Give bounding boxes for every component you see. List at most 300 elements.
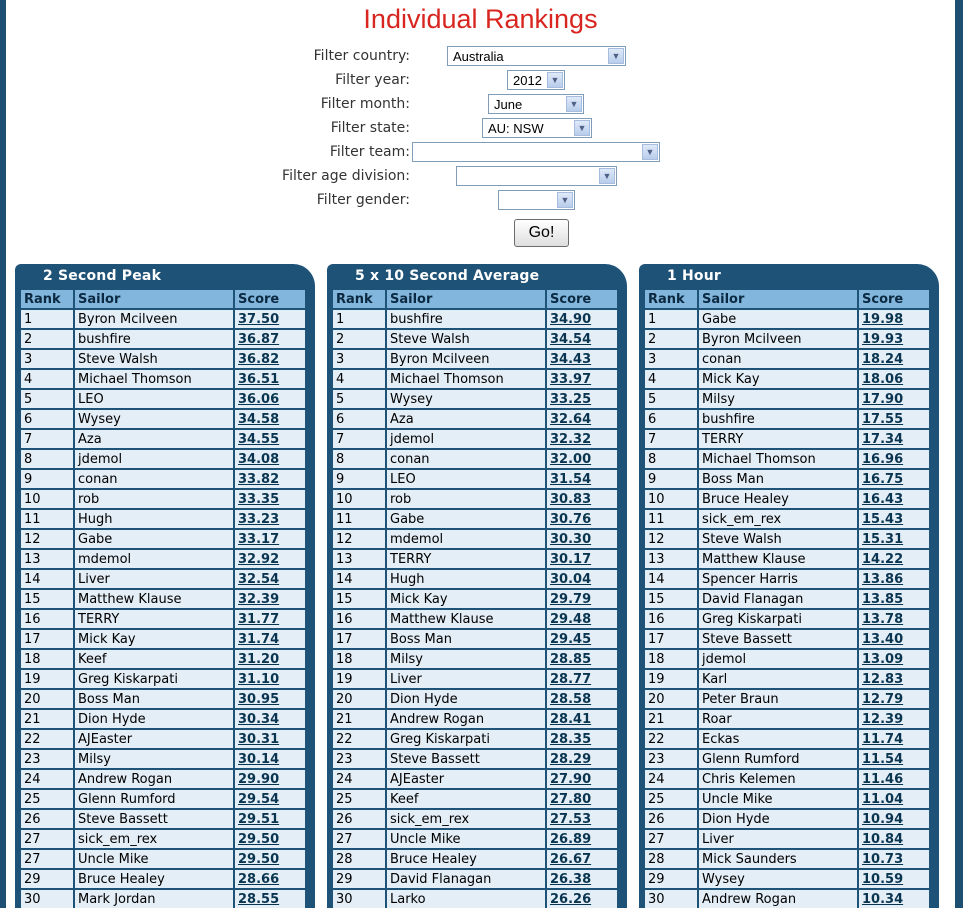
score-cell [235,610,305,628]
rank-cell: 19 [645,670,697,688]
go-button[interactable]: Go! [514,219,569,247]
score-link[interactable]: 33.23 [238,511,280,527]
chevron-down-icon[interactable]: ▼ [557,192,573,208]
score-link[interactable]: 31.54 [550,471,592,487]
score-cell [859,870,929,888]
score-link[interactable]: 10.73 [862,851,904,867]
score-link[interactable]: 36.82 [238,351,280,367]
sailor-cell: Wysey [75,410,233,428]
score-link[interactable]: 32.92 [238,551,280,567]
filter-gender-select[interactable] [498,190,575,210]
panel-title: 5 x 10 Second Average [355,268,540,284]
table-row [21,370,305,388]
sailor-cell: Hugh [75,510,233,528]
score-link[interactable]: 29.54 [238,791,280,807]
score-link[interactable]: 27.80 [550,791,592,807]
rank-cell: 30 [645,890,697,908]
score-link[interactable]: 13.86 [862,571,904,587]
score-cell [547,710,617,728]
sailor-cell: Mick Kay [699,370,857,388]
score-link[interactable]: 28.85 [550,651,592,667]
score-cell [547,650,617,668]
score-link[interactable]: 27.90 [550,771,592,787]
score-link[interactable]: 13.85 [862,591,904,607]
score-link[interactable]: 30.83 [550,491,592,507]
rank-cell: 30 [21,890,73,908]
score-link[interactable]: 17.34 [862,431,904,447]
rank-header: Rank [333,290,385,308]
table-row [645,330,929,348]
table-row [333,630,617,648]
rank-cell: 27 [21,850,73,868]
table-row [21,690,305,708]
score-link[interactable]: 26.89 [550,831,592,847]
sailor-cell: Larko [387,890,545,908]
chevron-down-icon[interactable]: ▼ [642,144,658,160]
sailor-cell: Spencer Harris [699,570,857,588]
rank-cell: 28 [333,850,385,868]
rank-cell: 1 [21,310,73,328]
table-row [333,650,617,668]
rank-cell: 24 [333,770,385,788]
table-row [645,670,929,688]
score-link[interactable]: 10.94 [862,811,904,827]
sailor-cell: rob [75,490,233,508]
score-link[interactable]: 19.93 [862,331,904,347]
score-link[interactable]: 16.75 [862,471,904,487]
sailor-cell: Steve Walsh [699,530,857,548]
score-link[interactable]: 30.14 [238,751,280,767]
sailor-cell: Gabe [75,530,233,548]
sailor-cell: Milsy [75,750,233,768]
table-row [333,370,617,388]
score-link[interactable]: 30.17 [550,551,592,567]
score-link[interactable]: 33.17 [238,531,280,547]
score-link[interactable]: 32.32 [550,431,592,447]
table-row [333,690,617,708]
score-link[interactable]: 13.09 [862,651,904,667]
score-link[interactable]: 10.34 [862,891,904,907]
score-cell [859,830,929,848]
score-cell [235,430,305,448]
score-link[interactable]: 19.98 [862,311,904,327]
table-row [21,830,305,848]
rank-cell: 20 [333,690,385,708]
rank-cell: 19 [21,670,73,688]
table-row [645,590,929,608]
table-row [21,870,305,888]
score-link[interactable]: 17.55 [862,411,904,427]
filter-age-division-label: Filter age division: [282,168,410,184]
filter-age-division-select[interactable] [456,166,617,186]
rank-cell: 2 [645,330,697,348]
score-link[interactable]: 14.22 [862,551,904,567]
table-row [645,610,929,628]
sailor-cell: Andrew Rogan [699,890,857,908]
rank-cell: 3 [333,350,385,368]
sailor-cell: Dion Hyde [387,690,545,708]
sailor-cell: conan [699,350,857,368]
score-link[interactable]: 30.34 [238,711,280,727]
sailor-cell: TERRY [387,550,545,568]
score-link[interactable]: 30.04 [550,571,592,587]
score-header: Score [235,290,305,308]
rank-cell: 2 [21,330,73,348]
sailor-header: Sailor [699,290,857,308]
rank-cell: 1 [645,310,697,328]
sailor-cell: Greg Kiskarpati [699,610,857,628]
score-cell [859,370,929,388]
score-cell [235,870,305,888]
filter-year-label: Filter year: [335,72,410,88]
rank-cell: 24 [21,770,73,788]
sailor-cell: conan [387,450,545,468]
table-row [333,610,617,628]
sailor-cell: Milsy [387,650,545,668]
score-link[interactable]: 29.50 [238,851,280,867]
score-cell [235,410,305,428]
chevron-down-icon[interactable]: ▼ [547,72,563,88]
table-row [21,630,305,648]
score-link[interactable]: 10.84 [862,831,904,847]
score-link[interactable]: 31.77 [238,611,280,627]
score-cell [235,750,305,768]
sailor-cell: Hugh [387,570,545,588]
sailor-cell: Matthew Klause [75,590,233,608]
score-cell [859,490,929,508]
rank-cell: 30 [333,890,385,908]
score-link[interactable]: 28.55 [238,891,280,907]
chevron-down-icon[interactable]: ▼ [608,48,624,64]
score-cell [235,890,305,908]
score-cell [547,770,617,788]
sailor-cell: Byron Mcilveen [387,350,545,368]
score-cell [547,370,617,388]
score-cell [235,590,305,608]
filter-country-select[interactable] [447,46,626,66]
score-link[interactable]: 33.35 [238,491,280,507]
rank-cell: 29 [645,870,697,888]
sailor-cell: Bruce Healey [699,490,857,508]
score-link[interactable]: 16.96 [862,451,904,467]
rank-cell: 12 [645,530,697,548]
chevron-down-icon[interactable]: ▼ [574,120,590,136]
score-link[interactable]: 34.90 [550,311,592,327]
score-link[interactable]: 34.55 [238,431,280,447]
score-link[interactable]: 18.24 [862,351,904,367]
table-row [645,350,929,368]
chevron-down-icon[interactable]: ▼ [566,96,582,112]
score-link[interactable]: 18.06 [862,371,904,387]
table-row [645,630,929,648]
table-row [21,310,305,328]
rankings-table [19,288,307,908]
rank-cell: 11 [333,510,385,528]
score-link[interactable]: 36.87 [238,331,280,347]
page-content [6,0,955,908]
score-cell [859,570,929,588]
table-1-hour [639,264,939,908]
score-cell [859,610,929,628]
score-link[interactable]: 33.97 [550,371,592,387]
rank-cell: 13 [21,550,73,568]
score-link[interactable]: 15.43 [862,511,904,527]
sailor-cell: Steve Bassett [75,810,233,828]
sailor-cell: conan [75,470,233,488]
filter-state-value: AU: NSW [488,121,544,136]
table-row [333,470,617,488]
table-row [645,870,929,888]
filter-team-select[interactable] [412,142,660,162]
score-link[interactable]: 37.50 [238,311,280,327]
table-row [645,390,929,408]
rank-cell: 29 [21,870,73,888]
score-link[interactable]: 36.06 [238,391,280,407]
rank-cell: 16 [21,610,73,628]
table-row [333,890,617,908]
filter-month-select[interactable] [488,94,584,114]
sailor-cell: Mick Saunders [699,850,857,868]
score-link[interactable]: 29.45 [550,631,592,647]
sailor-cell: bushfire [387,310,545,328]
score-link[interactable]: 34.08 [238,451,280,467]
score-cell [859,730,929,748]
score-link[interactable]: 16.43 [862,491,904,507]
score-link[interactable]: 31.10 [238,671,280,687]
score-cell [235,530,305,548]
score-link[interactable]: 33.25 [550,391,592,407]
table-row [645,410,929,428]
score-link[interactable]: 32.54 [238,571,280,587]
sailor-cell: Michael Thomson [387,370,545,388]
table-row [645,830,929,848]
rank-cell: 6 [333,410,385,428]
score-link[interactable]: 11.04 [862,791,904,807]
score-link[interactable]: 30.76 [550,511,592,527]
table-row [645,650,929,668]
table-row [333,570,617,588]
sailor-cell: Gabe [699,310,857,328]
filter-state-label: Filter state: [330,120,410,136]
score-link[interactable]: 29.48 [550,611,592,627]
score-link[interactable]: 26.26 [550,891,592,907]
filter-state-select[interactable] [482,118,592,138]
table-row [21,770,305,788]
sailor-cell: Mick Kay [75,630,233,648]
score-cell [859,350,929,368]
chevron-down-icon[interactable]: ▼ [599,168,615,184]
sailor-cell: Milsy [699,390,857,408]
score-link[interactable]: 32.39 [238,591,280,607]
table-row [333,850,617,868]
sailor-cell: bushfire [75,330,233,348]
rank-cell: 3 [21,350,73,368]
score-link[interactable]: 28.35 [550,731,592,747]
score-link[interactable]: 32.64 [550,411,592,427]
score-cell [235,710,305,728]
table-row [21,730,305,748]
rank-cell: 18 [333,650,385,668]
rank-cell: 7 [333,430,385,448]
rank-cell: 9 [333,470,385,488]
score-cell [235,670,305,688]
rank-cell: 24 [645,770,697,788]
score-link[interactable]: 31.74 [238,631,280,647]
score-link[interactable]: 29.90 [238,771,280,787]
score-link[interactable]: 17.90 [862,391,904,407]
score-cell [235,570,305,588]
score-cell [547,330,617,348]
table-row [21,790,305,808]
score-cell [235,830,305,848]
filter-month-row [6,94,955,118]
score-cell [235,770,305,788]
rank-cell: 20 [21,690,73,708]
sailor-cell: Andrew Rogan [75,770,233,788]
score-cell [859,650,929,668]
table-row [21,450,305,468]
rank-cell: 25 [645,790,697,808]
sailor-cell: Gabe [387,510,545,528]
table-row [645,690,929,708]
score-link[interactable]: 34.43 [550,351,592,367]
score-link[interactable]: 29.50 [238,831,280,847]
table-row [645,370,929,388]
rank-cell: 13 [333,550,385,568]
table-header-row [645,290,929,308]
table-row [333,750,617,768]
score-cell [547,450,617,468]
sailor-cell: LEO [387,470,545,488]
rank-cell: 1 [333,310,385,328]
score-link[interactable]: 28.41 [550,711,592,727]
sailor-cell: Steve Walsh [387,330,545,348]
rank-cell: 25 [21,790,73,808]
table-row [21,850,305,868]
score-cell [547,470,617,488]
score-link[interactable]: 28.58 [550,691,592,707]
score-link[interactable]: 13.40 [862,631,904,647]
score-cell [859,770,929,788]
table-row [21,650,305,668]
score-link[interactable]: 10.59 [862,871,904,887]
table-row [645,490,929,508]
score-cell [547,350,617,368]
table-5x10-second-average [327,264,627,908]
score-link[interactable]: 28.77 [550,671,592,687]
score-link[interactable]: 30.95 [238,691,280,707]
sailor-cell: AJEaster [387,770,545,788]
rank-cell: 15 [645,590,697,608]
sailor-cell: Liver [699,830,857,848]
table-row [21,750,305,768]
filter-gender-label: Filter gender: [316,192,410,208]
score-cell [859,690,929,708]
score-link[interactable]: 28.66 [238,871,280,887]
score-cell [235,730,305,748]
score-cell [547,890,617,908]
score-link[interactable]: 32.00 [550,451,592,467]
rank-cell: 19 [333,670,385,688]
sailor-cell: Uncle Mike [387,830,545,848]
table-row [645,530,929,548]
table-row [21,570,305,588]
sailor-cell: Bruce Healey [387,850,545,868]
score-link[interactable]: 15.31 [862,531,904,547]
rank-cell: 11 [21,510,73,528]
score-cell [859,530,929,548]
score-link[interactable]: 11.74 [862,731,904,747]
score-cell [547,510,617,528]
rank-cell: 4 [645,370,697,388]
sailor-cell: TERRY [75,610,233,628]
score-link[interactable]: 29.51 [238,811,280,827]
score-link[interactable]: 26.67 [550,851,592,867]
rank-cell: 29 [333,870,385,888]
score-cell [235,550,305,568]
score-link[interactable]: 29.79 [550,591,592,607]
table-row [21,470,305,488]
filter-year-value: 2012 [513,73,542,88]
filter-year-select[interactable] [507,70,565,90]
score-cell [859,710,929,728]
table-row [333,390,617,408]
score-link[interactable]: 12.39 [862,711,904,727]
score-cell [547,310,617,328]
sailor-cell: Steve Bassett [699,630,857,648]
score-link[interactable]: 28.29 [550,751,592,767]
filter-country-row [6,46,955,70]
score-cell [547,730,617,748]
score-link[interactable]: 13.78 [862,611,904,627]
rank-cell: 26 [21,810,73,828]
score-link[interactable]: 36.51 [238,371,280,387]
score-cell [859,330,929,348]
sailor-cell: Keef [387,790,545,808]
sailor-cell: Boss Man [75,690,233,708]
table-row [21,710,305,728]
score-link[interactable]: 30.31 [238,731,280,747]
score-cell [859,630,929,648]
table-row [645,730,929,748]
score-link[interactable]: 11.46 [862,771,904,787]
score-link[interactable]: 26.38 [550,871,592,887]
score-link[interactable]: 12.83 [862,671,904,687]
score-cell [859,470,929,488]
score-cell [859,790,929,808]
rank-cell: 27 [333,830,385,848]
score-link[interactable]: 12.79 [862,691,904,707]
score-cell [547,850,617,868]
score-link[interactable]: 30.30 [550,531,592,547]
rank-cell: 26 [645,810,697,828]
score-cell [547,810,617,828]
score-link[interactable]: 34.54 [550,331,592,347]
score-cell [235,690,305,708]
table-row [21,890,305,908]
score-cell [547,570,617,588]
rank-cell: 11 [645,510,697,528]
rank-cell: 10 [21,490,73,508]
score-link[interactable]: 33.82 [238,471,280,487]
panel-title: 1 Hour [667,268,722,284]
score-cell [859,410,929,428]
score-link[interactable]: 11.54 [862,751,904,767]
rank-cell: 5 [21,390,73,408]
score-link[interactable]: 34.58 [238,411,280,427]
score-link[interactable]: 27.53 [550,811,592,827]
score-link[interactable]: 31.20 [238,651,280,667]
